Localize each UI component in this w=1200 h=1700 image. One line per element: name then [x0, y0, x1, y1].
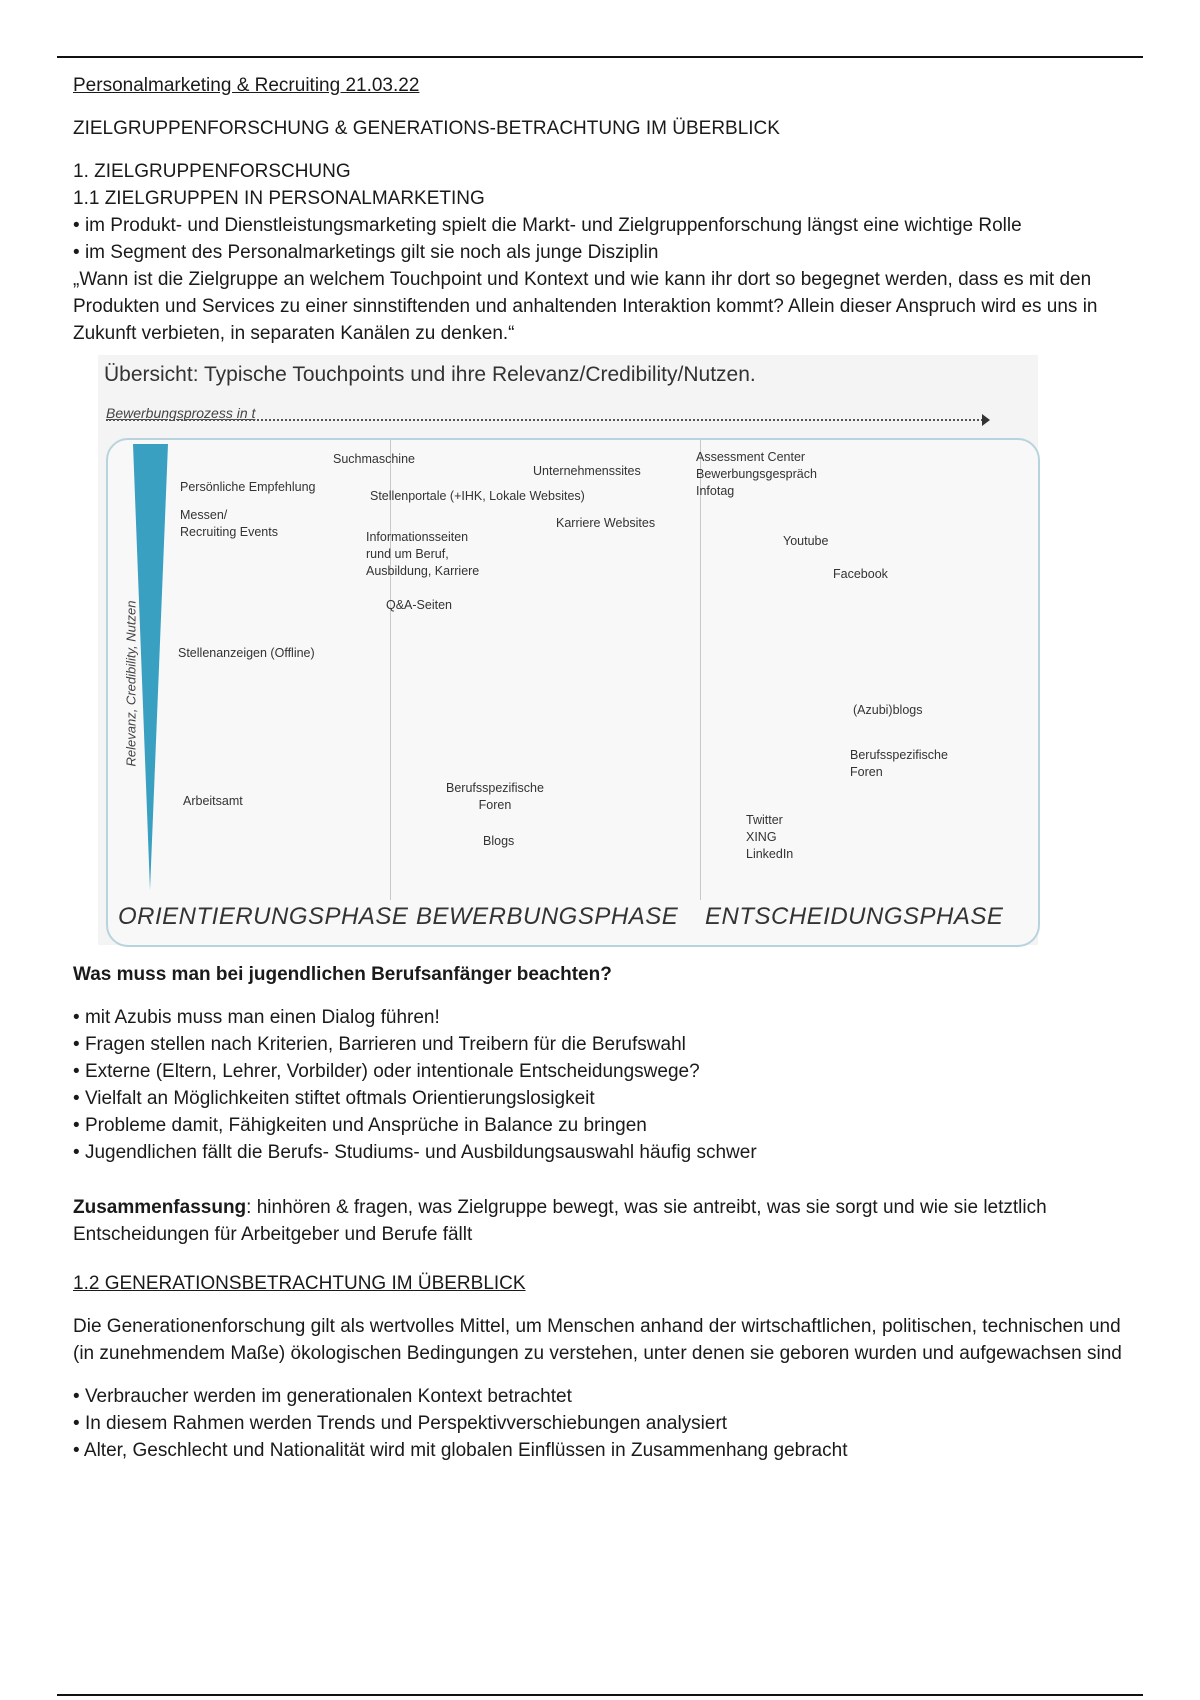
touchpoint-label: Unternehmenssites	[533, 464, 641, 478]
document-header: Personalmarketing & Recruiting 21.03.22	[73, 75, 420, 96]
phase-label: ENTSCHEIDUNGSPHASE	[705, 903, 1004, 930]
arrowhead-icon	[982, 414, 990, 426]
touchpoint-label: Assessment Center Bewerbungsgespräch Infotag	[696, 450, 817, 498]
bottom-rule	[57, 1694, 1143, 1696]
bullet-item: • mit Azubis muss man einen Dialog führen!	[73, 1004, 1133, 1031]
touchpoint-label: Q&A-Seiten	[386, 598, 453, 612]
bullet-item: • Probleme damit, Fähigkeiten und Ansprüche in Balance zu bringen	[73, 1112, 1133, 1139]
touchpoint-label: Blogs	[483, 834, 515, 848]
touchpoint-label: Facebook	[833, 567, 888, 581]
bullet-item: • im Produkt- und Dienstleistungsmarketing spielt die Markt- und Zielgruppenforschung längst eine wichtige Rolle	[73, 212, 1133, 239]
bullet-item: • Jugendlichen fällt die Berufs- Studiums- und Ausbildungsauswahl häufig schwer	[73, 1139, 1133, 1166]
bullet-item: • Verbraucher werden im generationalen Kontext betrachtet	[73, 1383, 1133, 1410]
phase-label: ORIENTIERUNGSPHASE	[118, 903, 409, 930]
y-axis-label: Relevanz, Credibility, Nutzen	[123, 600, 139, 767]
beginner-bullets	[73, 1004, 1133, 1166]
touchpoint-label: Suchmaschine	[333, 452, 415, 466]
phase-divider	[700, 440, 701, 900]
touchpoint-label: Karriere Websites	[556, 516, 656, 530]
main-heading: ZIELGRUPPENFORSCHUNG & GENERATIONS-BETRACHTUNG IM ÜBERBLICK	[73, 118, 780, 139]
touchpoint-label: Informationsseiten rund um Beruf, Ausbildung, Karriere	[366, 530, 480, 578]
subsection-heading: 1.1 ZIELGRUPPEN IN PERSONALMARKETING	[73, 188, 485, 209]
touchpoint-label: Berufsspezifische Foren	[446, 781, 544, 812]
touchpoints-figure	[98, 355, 1038, 945]
bullet-item: • Externe (Eltern, Lehrer, Vorbilder) oder intentionale Entscheidungswege?	[73, 1058, 1133, 1085]
bullet-item: • im Segment des Personalmarketings gilt sie noch als junge Disziplin	[73, 239, 1133, 266]
top-rule	[57, 56, 1143, 58]
bullet-item: • Alter, Geschlecht und Nationalität wird mit globalen Einflüssen in Zusammenhang gebracht	[73, 1437, 1133, 1464]
touchpoint-label: Berufsspezifische Foren	[850, 748, 948, 779]
touchpoint-label: (Azubi)blogs	[853, 703, 923, 717]
bullet-item: • Fragen stellen nach Kriterien, Barrieren und Treibern für die Berufswahl	[73, 1031, 1133, 1058]
touchpoint-label: Arbeitsamt	[183, 794, 243, 808]
figure-title: Übersicht: Typische Touchpoints und ihre Relevanz/Credibility/Nutzen.	[104, 363, 756, 386]
document-page	[73, 72, 1133, 1464]
summary-label: Zusammenfassung	[73, 1197, 247, 1218]
beginner-question: Was muss man bei jugendlichen Berufsanfänger beachten?	[73, 964, 612, 985]
touchpoint-label: Persönliche Empfehlung	[180, 480, 316, 494]
bullet-item: • Vielfalt an Möglichkeiten stiftet oftmals Orientierungslosigkeit	[73, 1085, 1133, 1112]
generations-bullets	[73, 1383, 1133, 1464]
phase-label: BEWERBUNGSPHASE	[416, 903, 679, 930]
summary-paragraph	[73, 1194, 1133, 1248]
touchpoint-label: Twitter XING LinkedIn	[746, 813, 794, 861]
quote-paragraph: „Wann ist die Zielgruppe an welchem Touchpoint und Kontext und wie kann ihr dort so begegnet werden, dass es mit den Produkten und Services zu einer sinnstiftenden und anhaltenden Interaktion kommt? Allein dieser Anspruch wird es uns in Zukunft verbieten, in separaten Kanälen zu denken.“	[73, 269, 1098, 344]
summary-text: : hinhören & fragen, was Zielgruppe bewegt, was sie antreibt, was sie sorgt und wie sie letztlich Entscheidungen für Arbeitgeber und Berufe fällt	[73, 1197, 1047, 1245]
touchpoint-label: Youtube	[783, 534, 829, 548]
touchpoint-label: Stellenportale (+IHK, Lokale Websites)	[370, 489, 585, 503]
bullet-item: • In diesem Rahmen werden Trends und Perspektivverschiebungen analysiert	[73, 1410, 1133, 1437]
phase-divider	[390, 440, 391, 900]
process-arrow	[106, 419, 986, 421]
process-axis-label: Bewerbungsprozess in t	[106, 405, 256, 421]
section-heading-generations: 1.2 GENERATIONSBETRACHTUNG IM ÜBERBLICK	[73, 1273, 526, 1294]
touchpoint-label: Messen/ Recruiting Events	[180, 508, 278, 539]
touchpoint-label: Stellenanzeigen (Offline)	[178, 646, 315, 660]
generations-paragraph: Die Generationenforschung gilt als wertvolles Mittel, um Menschen anhand der wirtschaftlichen, politischen, technischen und (in zunehmendem Maße) ökologischen Bedingungen zu verstehen, unter denen sie geboren wurden und aufgewachsen sind	[73, 1316, 1122, 1364]
section-heading: 1. ZIELGRUPPENFORSCHUNG	[73, 161, 351, 182]
